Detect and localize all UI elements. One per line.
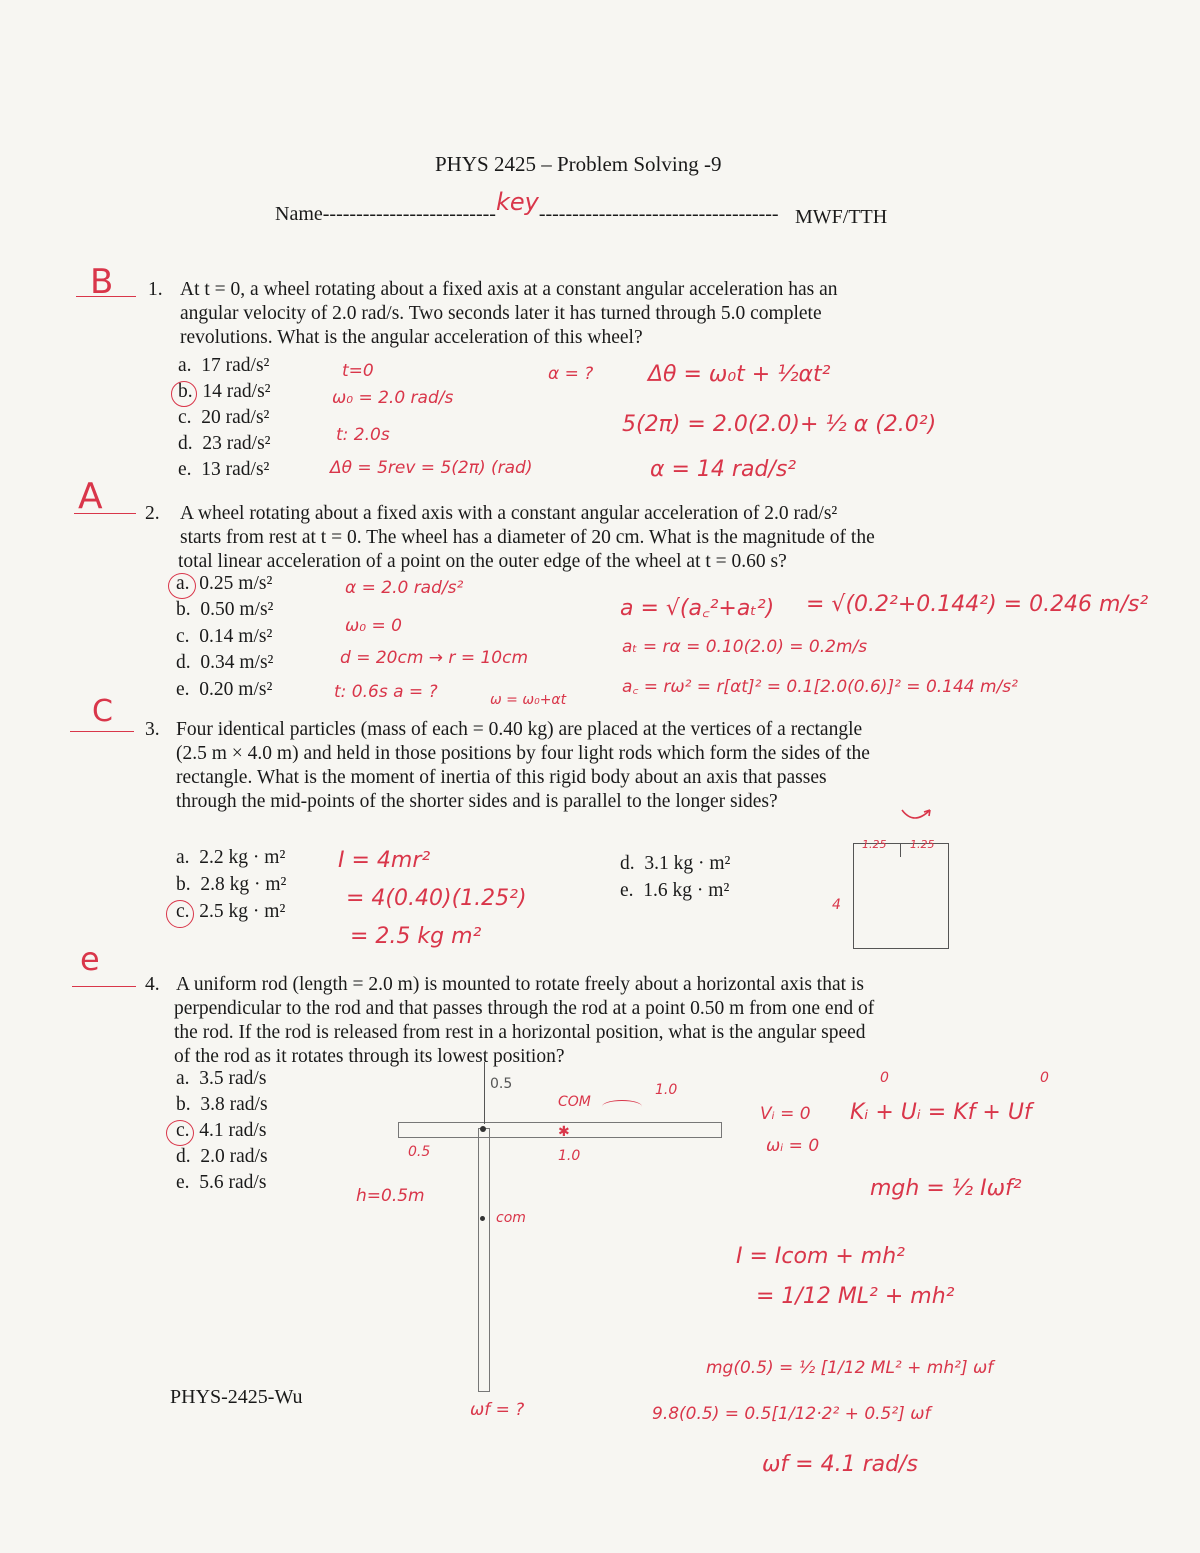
question-2-line-3: total linear acceleration of a point on the outer edge of the wheel at t = 0.60 s? xyxy=(178,551,787,572)
q3-option-d: d. 3.1 kg · m² xyxy=(620,853,731,874)
q2-work-magnitude: a = √(a꜀²+aₜ²) xyxy=(620,596,775,621)
answer-mark-1: B xyxy=(90,262,114,302)
question-4-line-3: the rod. If the rod is released from rest in a horizontal position, what is the angular speed xyxy=(174,1022,866,1043)
q4-work-substituted: mg(0.5) = ½ [1/12 ML² + mh²] ωf xyxy=(706,1358,994,1378)
q1-work-result: α = 14 rad/s² xyxy=(650,457,797,482)
q3-label-side: 4 xyxy=(832,897,841,913)
answer-mark-3: C xyxy=(92,694,113,729)
question-3-line-4: through the mid-points of the shorter sides and is parallel to the longer sides? xyxy=(176,791,778,812)
q4-label-com-top: COM xyxy=(558,1094,591,1110)
q4-label-half: 0.5 xyxy=(490,1076,513,1092)
footer-course-label: PHYS-2425-Wu xyxy=(170,1386,303,1408)
q4-work-result: ωf = 4.1 rad/s xyxy=(762,1452,918,1477)
answer-line-1 xyxy=(76,296,136,297)
q1-work-delta-theta: Δθ = 5rev = 5(2π) (rad) xyxy=(330,458,533,478)
q1-work-alpha-unknown: α = ? xyxy=(548,364,594,384)
q1-work-equation: Δθ = ω₀t + ½αt² xyxy=(648,362,831,387)
q2-work-omega: ω = ω₀+αt xyxy=(490,692,567,708)
q4-work-zero-1: 0 xyxy=(880,1070,889,1086)
name-dashes: -------------------------- xyxy=(322,203,496,225)
q3-work-substitution: = 4(0.40)(1.25²) xyxy=(346,886,527,911)
q1-option-b: b. 14 rad/s² xyxy=(178,381,271,402)
q1-option-c: c. 20 rad/s² xyxy=(178,407,270,428)
q2-work-magnitude-value: = √(0.2²+0.144²) = 0.246 m/s² xyxy=(806,592,1149,617)
q4-label-one-below: 1.0 xyxy=(558,1148,581,1164)
question-number-3: 3. xyxy=(145,719,160,740)
q4-label-half-below: 0.5 xyxy=(408,1144,431,1160)
q1-work-t: t: 2.0s xyxy=(336,425,390,445)
q2-option-a: a. 0.25 m/s² xyxy=(176,573,273,594)
question-4-line-1: A uniform rod (length = 2.0 m) is mounted to rotate freely about a horizontal axis that is xyxy=(176,974,864,995)
question-3-line-1: Four identical particles (mass of each = 0.40 kg) are placed at the vertices of a rectangle xyxy=(176,719,863,740)
answer-line-4 xyxy=(72,986,136,987)
name-label: Name xyxy=(275,203,323,225)
q4-work-omega-i: ωᵢ = 0 xyxy=(766,1136,820,1156)
q3-option-e: e. 1.6 kg · m² xyxy=(620,880,730,901)
q3-rectangle-diagram xyxy=(853,843,949,949)
q4-com-star-icon: ✱ xyxy=(558,1125,570,1140)
q2-option-d: d. 0.34 m/s² xyxy=(176,652,274,673)
question-1-line-2: angular velocity of 2.0 rad/s. Two seconds later it has turned through 5.0 complete xyxy=(180,303,822,324)
question-2-line-1: A wheel rotating about a fixed axis with a constant angular acceleration of 2.0 rad/s² xyxy=(180,503,838,524)
answer-line-2 xyxy=(74,513,136,514)
q1-answer-circle xyxy=(171,381,197,407)
question-number-4: 4. xyxy=(145,974,160,995)
q3-rectangle-midline xyxy=(900,843,901,857)
q4-option-a: a. 3.5 rad/s xyxy=(176,1068,267,1089)
q1-work-t0: t=0 xyxy=(342,361,374,381)
q1-option-d: d. 23 rad/s² xyxy=(178,433,271,454)
q3-option-c: c. 2.5 kg · m² xyxy=(176,901,286,922)
question-2-line-2: starts from rest at t = 0. The wheel has a diameter of 20 cm. What is the magnitude of the xyxy=(180,527,875,548)
answer-mark-4: e xyxy=(80,940,100,978)
q4-work-zero-2: 0 xyxy=(1040,1070,1049,1086)
q4-work-numeric: 9.8(0.5) = 0.5[1/12·2² + 0.5²] ωf xyxy=(652,1404,931,1424)
q4-work-vi: Vᵢ = 0 xyxy=(760,1104,811,1124)
q3-label-right: 1.25 xyxy=(910,838,935,851)
q4-vertical-rod xyxy=(478,1128,490,1392)
answer-mark-2: A xyxy=(78,476,103,517)
name-field xyxy=(275,188,779,226)
q2-work-centripetal: a꜀ = rω² = r[αt]² = 0.1[2.0(0.6)]² = 0.144 m/s² xyxy=(622,677,1018,697)
q3-work-result: = 2.5 kg m² xyxy=(350,924,482,949)
q3-answer-circle xyxy=(166,900,194,928)
q4-answer-circle xyxy=(166,1120,194,1146)
q4-work-energy: Kᵢ + Uᵢ = Kf + Uf xyxy=(850,1100,1032,1125)
q4-label-omega-f: ωf = ? xyxy=(470,1400,525,1420)
q2-work-diameter: d = 20cm → r = 10cm xyxy=(340,648,529,668)
section-label: MWF/TTH xyxy=(795,206,888,228)
q4-work-parallel-axis: = 1/12 ML² + mh² xyxy=(756,1284,955,1309)
q3-option-a: a. 2.2 kg · m² xyxy=(176,847,286,868)
q1-option-a: a. 17 rad/s² xyxy=(178,355,270,376)
q4-label-com: com xyxy=(496,1210,526,1226)
q2-work-alpha: α = 2.0 rad/s² xyxy=(345,578,464,598)
q4-option-d: d. 2.0 rad/s xyxy=(176,1146,268,1167)
q4-label-height: h=0.5m xyxy=(356,1186,425,1206)
q2-answer-circle xyxy=(168,573,196,599)
question-3-line-3: rectangle. What is the moment of inertia of this rigid body about an axis that passes xyxy=(176,767,827,788)
name-dashes-2: ------------------------------------ xyxy=(538,203,779,225)
q4-com-point xyxy=(480,1216,485,1221)
q3-work-formula: I = 4mr² xyxy=(338,848,431,873)
q2-option-c: c. 0.14 m/s² xyxy=(176,626,273,647)
question-3-line-2: (2.5 m × 4.0 m) and held in those positions by four light rods which form the sides of the xyxy=(176,743,870,764)
q4-pivot-point xyxy=(480,1126,486,1132)
question-number-1: 1. xyxy=(148,279,163,300)
q2-option-e: e. 0.20 m/s² xyxy=(176,679,273,700)
q1-work-omega0: ω₀ = 2.0 rad/s xyxy=(332,388,454,408)
q4-label-one: 1.0 xyxy=(655,1082,678,1098)
question-1-line-3: revolutions. What is the angular acceleration of this wheel? xyxy=(180,327,643,348)
q2-work-omega0: ω₀ = 0 xyxy=(345,616,402,636)
q4-option-b: b. 3.8 rad/s xyxy=(176,1094,268,1115)
answer-line-3 xyxy=(70,731,134,732)
q4-arc-arrow xyxy=(602,1100,642,1113)
q2-work-time: t: 0.6s a = ? xyxy=(334,682,438,702)
q3-label-left: 1.25 xyxy=(862,838,887,851)
q4-option-e: e. 5.6 rad/s xyxy=(176,1172,267,1193)
q4-work-inertia: I = Icom + mh² xyxy=(736,1244,905,1269)
q3-option-b: b. 2.8 kg · m² xyxy=(176,874,287,895)
question-4-line-2: perpendicular to the rod and that passes through the rod at a point 0.50 m from one end of xyxy=(174,998,875,1019)
q2-work-tangential: aₜ = rα = 0.10(2.0) = 0.2m/s xyxy=(622,637,868,657)
q4-option-c: c. 4.1 rad/s xyxy=(176,1120,267,1141)
question-1-line-1: At t = 0, a wheel rotating about a fixed axis at a constant angular acceleration has an xyxy=(180,279,838,300)
q4-work-energy-reduced: mgh = ½ Iωf² xyxy=(870,1176,1022,1201)
q2-option-b: b. 0.50 m/s² xyxy=(176,599,274,620)
document-title: PHYS 2425 – Problem Solving -9 xyxy=(435,152,722,176)
q4-half-marker xyxy=(484,1062,485,1124)
question-number-2: 2. xyxy=(145,503,160,524)
q1-work-substitution: 5(2π) = 2.0(2.0)+ ½ α (2.0²) xyxy=(622,412,937,437)
question-4-line-4: of the rod as it rotates through its lowest position? xyxy=(174,1046,565,1067)
q3-axis-arrow-icon xyxy=(900,804,934,826)
q1-option-e: e. 13 rad/s² xyxy=(178,459,270,480)
name-value: key xyxy=(495,188,539,216)
